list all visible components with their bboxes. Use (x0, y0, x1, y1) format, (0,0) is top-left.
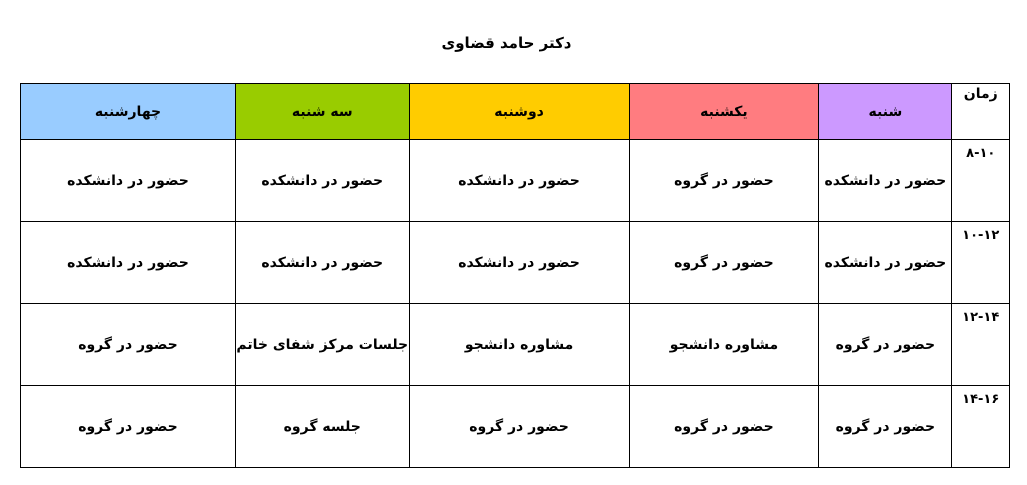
table-row (21, 222, 1010, 304)
day-header-sunday: یکشنبه (629, 84, 819, 140)
table-cell: مشاوره دانشجو (629, 304, 819, 386)
table-cell: حضور در گروه (819, 304, 952, 386)
table-cell: حضور در گروه (629, 386, 819, 468)
day-header-wednesday: چهارشنبه (21, 84, 236, 140)
table-cell: حضور در دانشکده (235, 222, 409, 304)
table-cell: حضور در دانشکده (21, 222, 236, 304)
table-cell: حضور در گروه (409, 386, 629, 468)
table-cell: حضور در دانشکده (819, 222, 952, 304)
day-header-monday: دوشنبه (409, 84, 629, 140)
table-cell: حضور در دانشکده (235, 140, 409, 222)
table-cell: مشاوره دانشجو (409, 304, 629, 386)
table-cell: حضور در گروه (21, 304, 236, 386)
time-slot: ۸-۱۰ (952, 140, 1010, 222)
table-cell: حضور در گروه (819, 386, 952, 468)
table-cell: حضور در دانشکده (409, 140, 629, 222)
table-row (21, 386, 1010, 468)
table-cell: حضور در گروه (21, 386, 236, 468)
table-cell: حضور در دانشکده (409, 222, 629, 304)
table-row (21, 140, 1010, 222)
time-header: زمان (952, 84, 1010, 140)
table-cell: جلسات مرکز شفای خاتم (235, 304, 409, 386)
table-cell: جلسه گروه (235, 386, 409, 468)
table-cell: حضور در دانشکده (819, 140, 952, 222)
table-cell: حضور در گروه (629, 140, 819, 222)
page-title: دکتر حامد قضاوی (441, 34, 572, 52)
table-cell: حضور در دانشکده (21, 140, 236, 222)
time-slot: ۱۰-۱۲ (952, 222, 1010, 304)
table-cell: حضور در گروه (629, 222, 819, 304)
schedule-table (20, 83, 1010, 468)
day-header-tuesday: سه شنبه (235, 84, 409, 140)
time-slot: ۱۲-۱۴ (952, 304, 1010, 386)
day-header-saturday: شنبه (819, 84, 952, 140)
table-row (21, 304, 1010, 386)
time-slot: ۱۴-۱۶ (952, 386, 1010, 468)
header-row (21, 84, 1010, 140)
